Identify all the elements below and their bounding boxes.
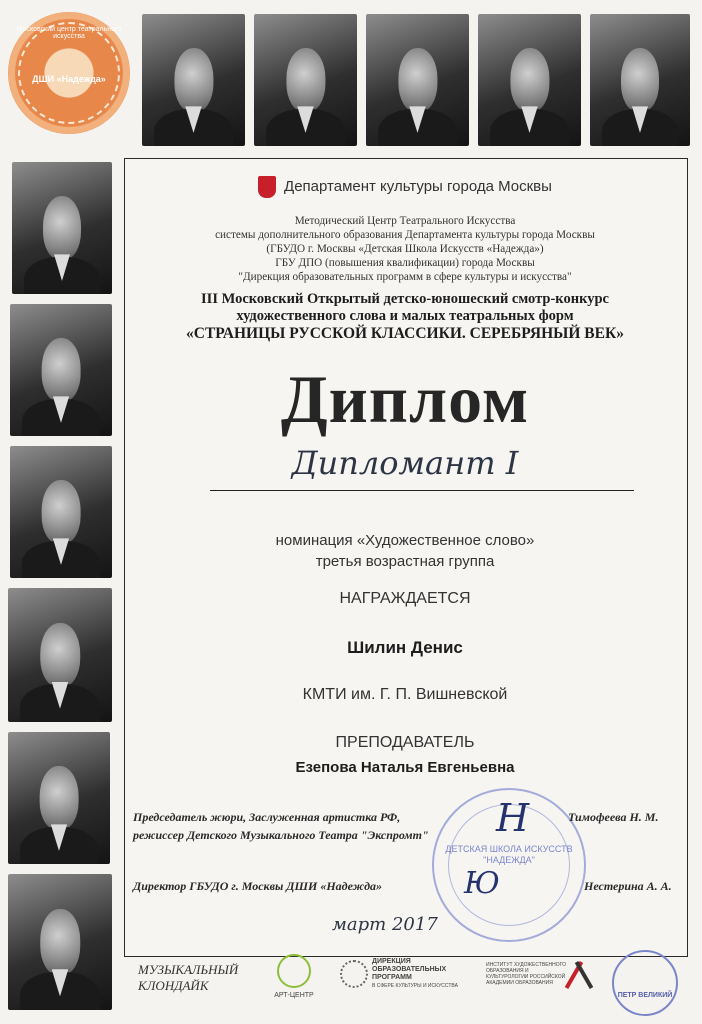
degree-underline	[210, 490, 634, 491]
portrait-photo	[8, 874, 112, 1010]
contest-line: «СТРАНИЦЫ РУССКОЙ КЛАССИКИ. СЕРЕБРЯНЫЙ ВЕК»	[186, 325, 624, 342]
organizer-line: (ГБУДО г. Москвы «Детская Школа Искусств «Надежда»)	[266, 243, 544, 255]
portrait-photo	[142, 14, 245, 146]
logo-main-text: ДШИ «Надежда»	[32, 74, 106, 84]
portrait-photo	[10, 304, 112, 436]
school-logo	[8, 12, 130, 134]
director-title: Директор ГБУДО г. Москвы ДШИ «Надежда»	[133, 879, 383, 893]
jury-title-line1: Председатель жюри, Заслуженная артистка РФ,	[133, 810, 401, 824]
nomination-block	[124, 530, 686, 572]
portrait-photo	[590, 14, 690, 146]
footer-logo-text: АРТ-ЦЕНТР	[274, 992, 314, 999]
diploma-title: Диплом	[280, 361, 530, 437]
director-name: Нестерина А. А.	[584, 879, 672, 893]
contest-title-block	[124, 291, 686, 342]
handwritten-degree: Дипломант I	[291, 444, 519, 482]
recipient-name: Шилин Денис	[347, 638, 463, 657]
footer-logo-text: ПЕТР ВЕЛИКИЙ	[617, 992, 673, 999]
moscow-emblem-icon	[258, 176, 276, 198]
organizers-block	[124, 214, 686, 284]
footer-logo-text: МУЗЫКАЛЬНЫЙ КЛОНДАЙК	[138, 962, 239, 993]
portrait-photo	[8, 588, 112, 722]
footer-logo-institute: ИНСТИТУТ ХУДОЖЕСТВЕННОГО ОБРАЗОВАНИЯ И КУЛЬТУРОЛОГИИ РОССИЙСКОЙ АКАДЕМИИ ОБРАЗОВАНИЯ	[486, 962, 566, 986]
contest-line: художественного слова и малых театральных форм	[236, 308, 574, 324]
nomination-line: номинация «Художественное слово»	[275, 532, 535, 549]
handwritten-date: март 2017	[332, 914, 438, 935]
footer-logo-line: ДИРЕКЦИЯ	[372, 958, 411, 965]
department-header	[124, 176, 686, 198]
institute-emblem-icon	[566, 958, 594, 992]
portrait-photo	[254, 14, 357, 146]
teacher-heading: ПРЕПОДАВАТЕЛЬ	[335, 734, 475, 751]
stamp-text: ДЕТСКАЯ ШКОЛА ИСКУССТВ "НАДЕЖДА"	[445, 844, 573, 865]
director-signature-icon: Ю	[464, 866, 500, 901]
teacher-name: Езепова Наталья Евгеньевна	[295, 759, 515, 776]
directorate-icon	[340, 960, 368, 988]
footer-logo-line: ПРОГРАММ	[372, 974, 412, 981]
awarded-label: НАГРАЖДАЕТСЯ	[339, 590, 471, 607]
organizer-line: системы дополнительного образования Департамента культуры города Москвы	[215, 229, 595, 241]
footer-logo-peter	[612, 950, 678, 1016]
jury-chair-name: Тимофеева Н. М.	[568, 810, 659, 824]
age-group-line: третья возрастная группа	[315, 553, 495, 570]
portrait-photo	[478, 14, 581, 146]
jury-title-line2: режиссер Детского Музыкального Театра "Экспромт"	[133, 828, 429, 842]
portrait-photo	[10, 446, 112, 578]
portrait-photo	[8, 732, 110, 864]
organizer-line: ГБУ ДПО (повышения квалификации) города Москвы	[275, 257, 535, 269]
contest-line: III Московский Открытый детско-юношеский смотр-конкурс	[201, 291, 609, 307]
art-center-icon	[277, 954, 311, 988]
footer-logo-line: В СФЕРЕ КУЛЬТУРЫ И ИСКУССТВА	[372, 983, 458, 989]
recipient-school: КМТИ им. Г. П. Вишневской	[302, 686, 508, 703]
portrait-photo	[366, 14, 469, 146]
footer-logo-klondike	[138, 962, 246, 994]
organizer-line: Методический Центр Театрального Искусства	[294, 215, 516, 227]
logo-top-text: Московский центр театрального искусства	[16, 26, 122, 40]
organizer-line: "Дирекция образовательных программ в сфере культуры и искусства"	[238, 271, 572, 283]
department-title: Департамент культуры города Москвы	[284, 177, 552, 195]
footer-logo-line: ОБРАЗОВАТЕЛЬНЫХ	[372, 966, 447, 973]
portrait-photo	[12, 162, 112, 294]
footer-logo-artcenter	[262, 954, 326, 1004]
jury-signature-icon: Н	[496, 796, 530, 840]
